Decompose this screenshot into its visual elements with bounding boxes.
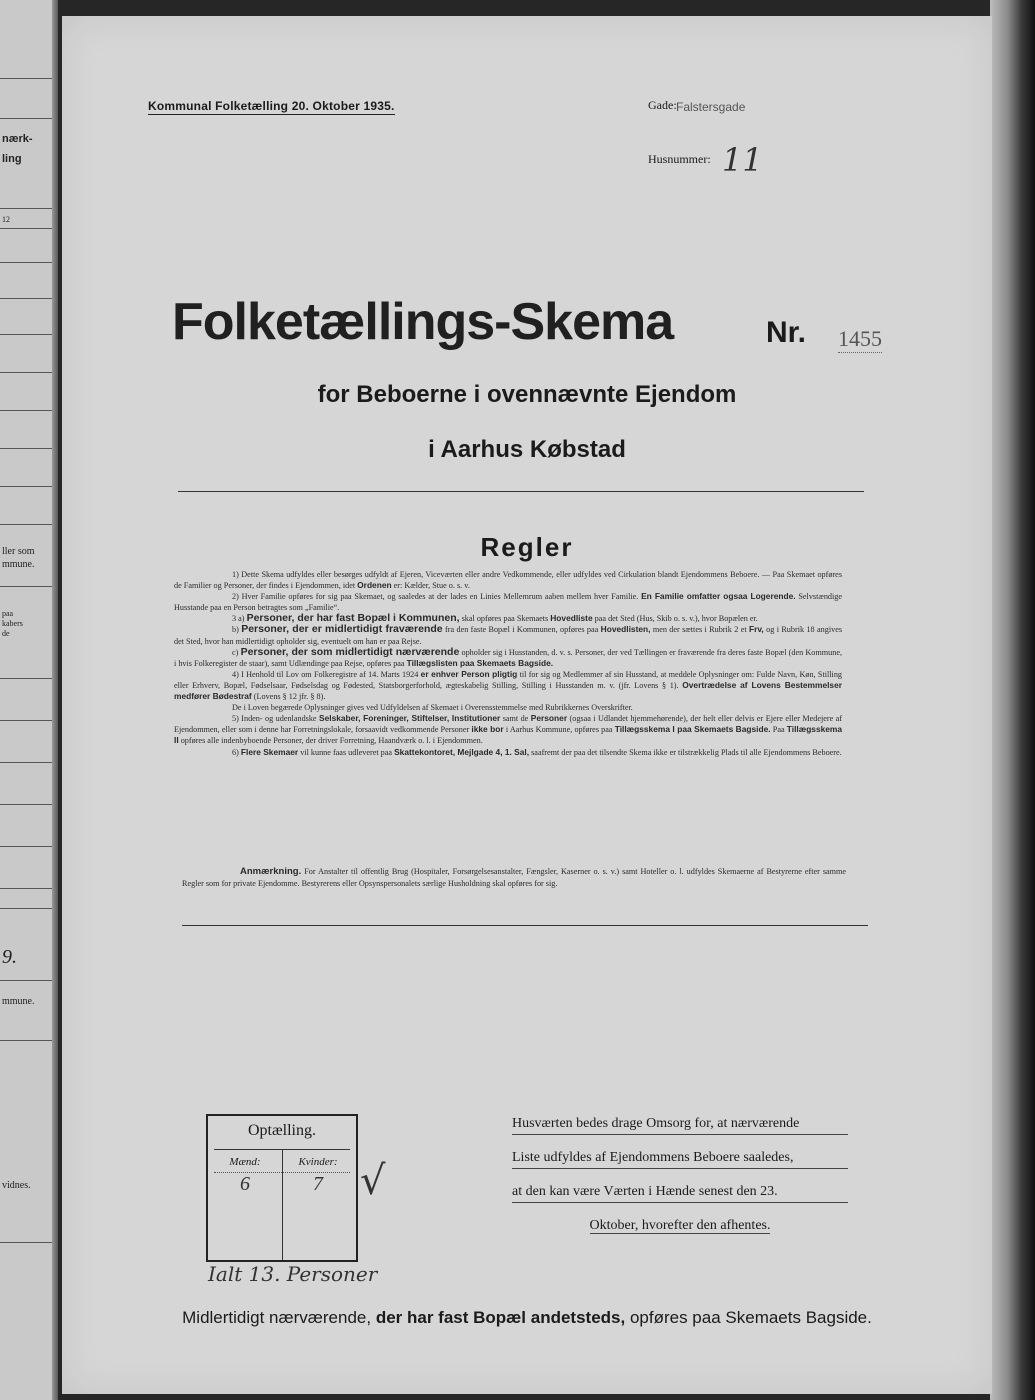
count-box-divider <box>282 1149 283 1260</box>
notice-line: Liste udfyldes af Ejendommens Beboere saaledes, <box>512 1148 848 1169</box>
rules-text <box>174 569 842 758</box>
left-rule <box>0 762 52 763</box>
rule-1: 1) Dette Skema udfyldes eller besørges udfyldt af Ejeren, Viceværten eller andre Vedkommende, eller udfyldes ved Cirkulation blandt Ejendommens Beboere. — Paa Skemaet opføres de Familier og Personer, der findes i Ejendommen, idet Ordenen er: Kælder, Stue o. s. v. <box>174 570 842 591</box>
rule-4-note: De i Loven begærede Oplysninger gives ved Udfyldelsen af Skemaet i Overensstemmelse med Rubrikkernes Overskrifter. <box>232 703 633 713</box>
left-fragment: mmune. <box>2 559 35 570</box>
left-rule <box>0 78 52 79</box>
street-label: Gade: <box>648 98 677 112</box>
left-rule <box>0 846 52 847</box>
left-fragment: kabers <box>2 619 23 628</box>
left-rule <box>0 298 52 299</box>
left-rule <box>0 262 52 263</box>
left-fragment: mmune. <box>2 996 35 1007</box>
left-page-edge <box>52 0 58 1400</box>
left-rule <box>0 804 52 805</box>
landlord-notice <box>512 1114 848 1249</box>
left-rule <box>0 1242 52 1243</box>
women-count: 7 <box>313 1173 323 1195</box>
men-count: 6 <box>240 1173 250 1195</box>
left-rule <box>0 678 52 679</box>
left-fragment: ling <box>2 153 22 165</box>
notice-line: Husværten bedes drage Omsorg for, at nærværende <box>512 1114 848 1135</box>
form-subtitle: for Beboerne i ovennævnte Ejendom <box>317 381 737 408</box>
rule-3c: c) Personer, der som midlertidigt nærværende opholder sig i Husstanden, d. v. s. Personer, der ved Tællingen er fraværende fra deres faste Bopæl (den Kommune, i hvis Folkeregister de staar), samt Udlændinge paa Rejse, opføres paa Tillægslisten paa Skemaets Bagside. <box>174 645 843 668</box>
left-fragment: paa <box>2 609 14 618</box>
left-fragment: ller som <box>2 546 35 557</box>
form-number-label: Nr. <box>766 316 807 349</box>
left-fragment: vidnes. <box>2 1180 31 1191</box>
left-rule <box>0 372 52 373</box>
notice-line: at den kan være Værten i Hænde senest den 23. <box>512 1182 848 1203</box>
rule-2: 2) Hver Familie opføres for sig paa Skemaet, og saaledes at der lades en Linies Mellemrum aaben mellem hver Familie. En Familie omfatter ogsaa Logerende. Selvstændige Husstande paa en Person betragtes som „Familie“. <box>174 591 843 613</box>
house-number-value: 11 <box>722 141 763 179</box>
rule-4: 4) I Henhold til Lov om Folkeregistre af 14. Marts 1924 er enhver Person pligtig til for sig og Medlemmer af sin Husstand, at meddele Oplysninger om: Fulde Navn, Køn, Stilling eller Erhverv, Bopæl, Fødselsaar, Fødselsdag og Fødested, Statsborgerforhold, ægteskabelig Stilling, Stilling i Husstanden m. v. (jfr. Lovens § 1). Overtrædelse af Lovens Bestemmelser medfører Bødestraf (Lovens § 12 jfr. § 8). <box>174 668 843 702</box>
left-rule <box>0 888 52 889</box>
left-fragment: 9. <box>2 946 17 968</box>
left-rule <box>0 334 52 335</box>
remark-label: Anmærkning. <box>240 866 302 877</box>
left-rule <box>0 586 52 587</box>
women-label: Kvinder: <box>298 1156 338 1168</box>
rules-heading: Regler <box>480 532 574 562</box>
form-title: Folketællings-Skema <box>172 293 674 351</box>
footer-note: Midlertidigt nærværende, der har fast Bopæl andetsteds, opføres paa Skemaets Bagside. <box>182 1308 872 1327</box>
divider <box>182 925 868 926</box>
form-number-value: 1455 <box>838 326 882 351</box>
left-rule <box>0 524 52 525</box>
total-persons-note: Ialt 13. Personer <box>208 1262 378 1286</box>
left-rule <box>0 486 52 487</box>
left-rule <box>0 980 52 981</box>
left-fragment: 12 <box>2 215 10 224</box>
divider <box>178 491 864 492</box>
remark-block <box>182 866 846 889</box>
street-value: Falstersgade <box>676 100 746 114</box>
left-rule <box>0 908 52 909</box>
right-page-stack-edge <box>990 0 1035 1400</box>
left-fragment: de <box>2 629 10 638</box>
left-rule <box>0 448 52 449</box>
left-rule <box>0 228 52 229</box>
notice-line-last: Oktober, hvorefter den afhentes. <box>589 1218 771 1233</box>
count-box-title: Optælling. <box>247 1122 316 1139</box>
left-rule <box>0 410 52 411</box>
checkmark: √ <box>360 1158 386 1204</box>
left-fragment: nærk- <box>2 133 33 145</box>
rule-6: 6) Flere Skemaer vil kunne faas udleveret paa Skattekontoret, Mejlgade 4, 1. Sal, saafremt der paa det tilsendte Skema ikke er tilstrækkelig Plads til alle Ejendommens Beboere. <box>232 746 842 757</box>
men-label: Mænd: <box>229 1156 261 1168</box>
left-rule <box>0 720 52 721</box>
count-box <box>206 1114 358 1262</box>
house-number-label: Husnummer: <box>648 152 711 166</box>
rule-3b: b) Personer, der er midlertidigt fraværende fra den faste Bopæl i Kommunen, opføres paa Hovedlisten, men der sættes i Rubrik 2 et Frv, og i Rubrik 18 angives det Sted, hvor han midlertidigt opholder sig, eventuelt om han er paa Rejse. <box>174 623 843 646</box>
census-form-page <box>62 16 992 1394</box>
left-facing-page <box>0 0 58 1400</box>
rule-5: 5) Inden- og udenlandske Selskaber, Foreninger, Stiftelser, Institutioner samt de Personer (ogsaa i Udlandet hjemmehørende), der helt eller delvis er Ejere eller Medejere af Ejendommen, eller som i denne har Forretningslokale, forsaavidt vedkommende Personer ikke bor i Aarhus Kommune, opføres paa Tillægsskema I paa Skemaets Bagside. Paa Tillægsskema II opføres alle indenbyboende Personer, der driver Forretning, Haandværk o. l. i Ejendommen. <box>174 713 843 746</box>
census-date-line: Kommunal Folketælling 20. Oktober 1935. <box>148 99 395 113</box>
remark-text: For Anstalter til offentlig Brug (Hospitaler, Forsørgelsesanstalter, Fængsler, Kaserner o. s. v.) samt Hoteller o. l. udfyldes Skemaerne af Bestyrerne efter samme Regler som for private Ejendomme. Bestyrerens eller Opsynspersonalets særlige Husholdning skal opføres for sig. <box>182 867 847 888</box>
left-rule <box>0 208 52 209</box>
rule-3a: 3 a) Personer, der har fast Bopæl i Kommunen, skal opføres paa Skemaets Hovedliste paa det Sted (Hus, Skib o. s. v.), hvor Bopælen er. <box>232 612 758 625</box>
left-rule <box>0 118 52 119</box>
form-subtitle-city: i Aarhus Købstad <box>428 436 626 463</box>
left-rule <box>0 1040 52 1041</box>
